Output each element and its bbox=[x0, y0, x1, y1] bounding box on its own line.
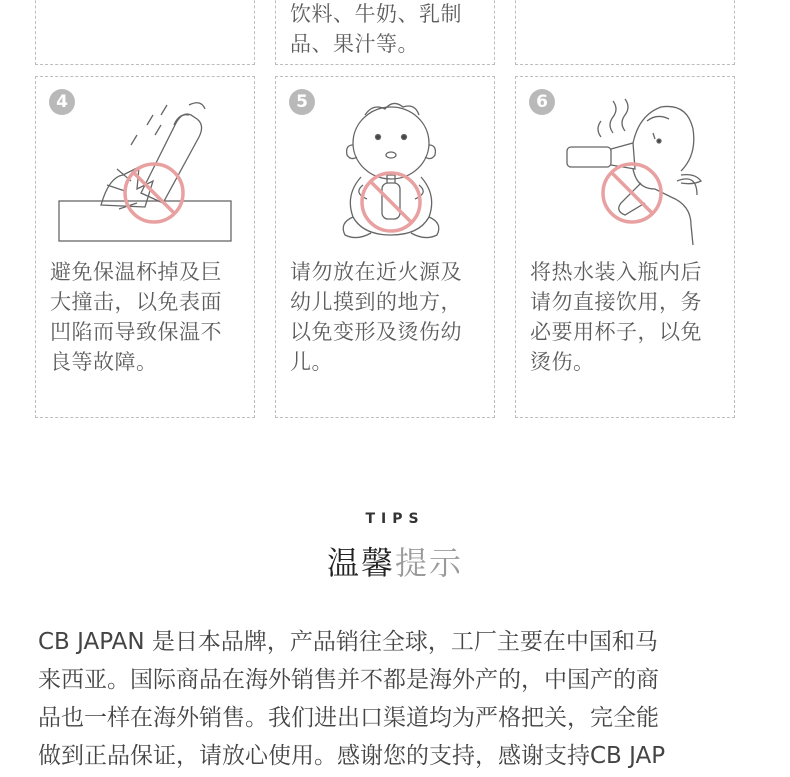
brand-notice-paragraph: CB JAPAN 是日本品牌，产品销往全球，工厂主要在中国和马 来西亚。国际商品在海外销售并不都是海外产的，中国产的商 品也一样在海外销售。我们进出口渠道均为严格把关，完全能 做到正品保证，请放心使用。感谢您的支持，感谢支持CB JAP bbox=[38, 629, 666, 769]
tip-card-1 bbox=[35, 0, 255, 65]
step-number-badge: 5 bbox=[289, 89, 315, 115]
tips-title bbox=[0, 538, 790, 584]
tip-card-text: 请勿放在近火源及 幼儿摸到的地方， 以免变形及烫伤幼 儿。 bbox=[290, 260, 462, 374]
tip-card-4 bbox=[35, 76, 255, 418]
tip-card-3 bbox=[515, 0, 735, 65]
tip-card-text: 饮料、牛奶、乳制 品、果汁等。 bbox=[290, 2, 462, 56]
tip-card-text: 避免保温杯掉及巨 大撞击，以免表面 凹陷而导致保温不 良等故障。 bbox=[50, 260, 222, 374]
dropped-bottle-illustration bbox=[41, 85, 251, 250]
step-number-badge: 6 bbox=[529, 89, 555, 115]
child-drinking-hot-water-illustration bbox=[521, 85, 731, 250]
tips-label: TIPS bbox=[365, 511, 425, 527]
baby-with-bottle-illustration bbox=[281, 85, 491, 255]
tip-card-6 bbox=[515, 76, 735, 418]
tip-card-text: 将热水装入瓶内后 请勿直接饮用，务 必要用杯子，以免 烫伤。 bbox=[530, 260, 702, 374]
tips-title-light: 提示 bbox=[395, 544, 464, 582]
step-number-badge: 4 bbox=[49, 89, 75, 115]
tip-card-2 bbox=[275, 0, 495, 65]
tip-card-5 bbox=[275, 76, 495, 418]
tips-title-dark: 温馨 bbox=[326, 544, 395, 582]
